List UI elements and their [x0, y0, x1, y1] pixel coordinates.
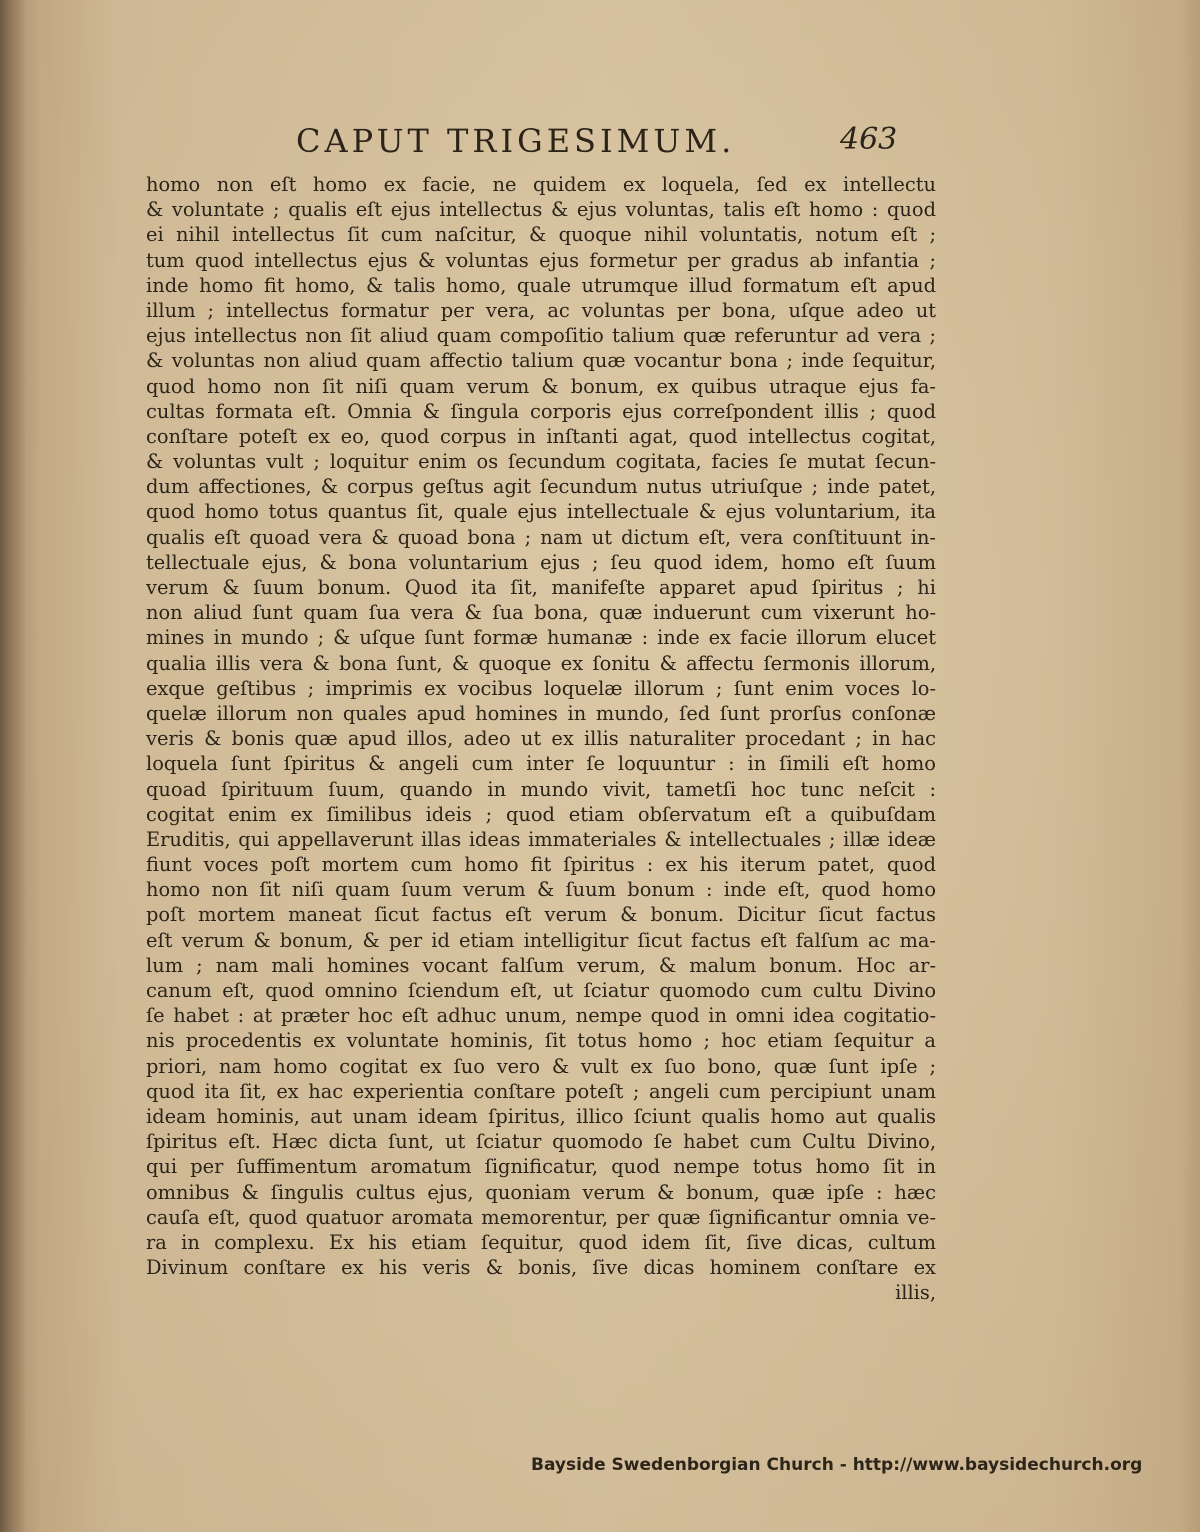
text-line: ejus intellectus non ſit aliud quam compoſitio talium quæ referuntur ad vera ;	[146, 324, 936, 348]
text-line: ra in complexu. Ex his etiam ſequitur, quod idem ſit, ſive dicas, cultum	[146, 1230, 936, 1254]
text-line: quoad ſpirituum ſuum, quando in mundo vivit, tametſi hoc tunc neſcit :	[146, 777, 936, 801]
text-line: ideam hominis, aut unam ideam ſpiritus, illico ſciunt qualis homo aut qualis	[146, 1104, 936, 1128]
text-line: veris & bonis quæ apud illos, adeo ut ex illis naturaliter procedant ; in hac	[146, 727, 936, 751]
text-line: tellectuale ejus, & bona voluntarium ejus ; ſeu quod idem, homo eſt ſuum	[146, 550, 936, 574]
text-line: verum & ſuum bonum. Quod ita ſit, manifeſte apparet apud ſpiritus ; hi	[146, 576, 936, 599]
text-line: nis procedentis ex voluntate hominis, ſit totus homo ; hoc etiam ſequitur a	[146, 1029, 936, 1053]
text-line: mines in mundo ; & uſque ſunt formæ humanæ : inde ex facie illorum elucet	[146, 626, 936, 650]
text-line: illum ; intellectus formatur per vera, ac voluntas per bona, uſque adeo ut	[146, 298, 936, 322]
text-line: ſe habet : at præter hoc eſt adhuc unum, nempe quod in omni idea cogitatio-	[146, 1004, 936, 1028]
text-line: omnibus & ſingulis cultus ejus, quoniam verum & bonum, quæ ipſe : hæc	[146, 1180, 936, 1204]
text-line: cauſa eſt, quod quatuor aromata memorentur, per quæ ſignificantur omnia ve-	[146, 1205, 936, 1229]
text-line: quod homo totus quantus ſit, quale ejus intellectuale & ejus voluntarium, ita	[146, 500, 936, 524]
text-line: canum eſt, quod omnino ſciendum eſt, ut ſciatur quomodo cum cultu Divino	[146, 979, 936, 1002]
text-line: lum ; nam mali homines vocant falſum verum, & malum bonum. Hoc ar-	[146, 953, 936, 977]
text-line: qualis eſt quoad vera & quoad bona ; nam ut dictum eſt, vera conſtituunt in-	[146, 525, 936, 549]
text-line: homo non ſit niſi quam ſuum verum & ſuum bonum : inde eſt, quod homo	[146, 878, 936, 902]
footer-credit: Bayside Swedenborgian Church - http://www.baysidechurch.org	[531, 1455, 1143, 1475]
catchword: illis,	[895, 1281, 936, 1305]
text-line: Divinum conſtare ex his veris & bonis, ſive dicas hominem conſtare ex	[146, 1256, 936, 1280]
text-line: conſtare poteſt ex eo, quod corpus in inſtanti agat, quod intellectus cogitat,	[146, 424, 936, 448]
text-line: ſpiritus eſt. Hæc dicta ſunt, ut ſciatur quomodo ſe habet cum Cultu Divino,	[146, 1130, 936, 1154]
text-line: qualia illis vera & bona ſunt, & quoque ex ſonitu & affectu ſermonis illorum,	[146, 651, 936, 675]
page-gutter-shadow	[0, 0, 26, 1532]
text-line: quelæ illorum non quales apud homines in mundo, ſed ſunt prorſus conſonæ	[146, 701, 936, 725]
text-line: fiunt voces poſt mortem cum homo fit ſpiritus : ex his iterum patet, quod	[146, 853, 936, 877]
text-line: & voluntate ; qualis eſt ejus intellectus & ejus voluntas, talis eſt homo : quod	[146, 198, 936, 222]
text-line: quod ita ſit, ex hac experientia conſtare poteſt ; angeli cum percipiunt unam	[146, 1079, 936, 1103]
text-line: quod homo non ſit niſi quam verum & bonum, ex quibus utraque ejus fa-	[146, 374, 936, 398]
text-line: cogitat enim ex ſimilibus ideis ; quod etiam obſervatum eſt a quibuſdam	[146, 802, 936, 826]
text-line: qui per ſuffimentum aromatum ſignificatur, quod nempe totus homo ſit in	[146, 1155, 936, 1179]
text-line: non aliud ſunt quam ſua vera & ſua bona, quæ induerunt cum vixerunt ho-	[146, 601, 936, 625]
text-line: homo non eſt homo ex facie, ne quidem ex loquela, ſed ex intellectu	[146, 173, 936, 196]
chapter-running-title: CAPUT TRIGESIMUM.	[296, 122, 736, 160]
text-line: inde homo fit homo, & talis homo, quale utrumque illud formatum eſt apud	[146, 273, 936, 297]
text-line: eſt verum & bonum, & per id etiam intelligitur ſicut factus eſt falſum ac ma-	[146, 928, 936, 952]
text-line: Eruditis, qui appellaverunt illas ideas immateriales & intellectuales ; illæ ideæ	[146, 827, 936, 851]
body-text	[146, 172, 936, 1305]
page-number: 463	[840, 122, 898, 157]
text-line: poſt mortem maneat ſicut factus eſt verum & bonum. Dicitur ſicut factus	[146, 903, 936, 927]
text-line: tum quod intellectus ejus & voluntas ejus formetur per gradus ab infantia ;	[146, 248, 936, 272]
text-line: & voluntas non aliud quam affectio talium quæ vocantur bona ; inde ſequitur,	[146, 349, 936, 373]
running-head	[296, 122, 946, 172]
text-line: priori, nam homo cogitat ex ſuo vero & vult ex ſuo bono, quæ ſunt ipſe ;	[146, 1054, 936, 1078]
text-line: loquela ſunt ſpiritus & angeli cum inter ſe loquuntur : in ſimili eſt homo	[146, 752, 936, 776]
text-line: dum affectiones, & corpus geſtus agit ſecundum nutus utriuſque ; inde patet,	[146, 475, 936, 499]
text-line: ei nihil intellectus ſit cum naſcitur, & quoque nihil voluntatis, notum eſt ;	[146, 223, 936, 247]
text-line: & voluntas vult ; loquitur enim os ſecundum cogitata, facies ſe mutat ſecun-	[146, 450, 936, 474]
text-line: cultas formata eſt. Omnia & ſingula corporis ejus correſpondent illis ; quod	[146, 399, 936, 423]
text-line: exque geſtibus ; imprimis ex vocibus loquelæ illorum ; ſunt enim voces lo-	[146, 676, 936, 700]
